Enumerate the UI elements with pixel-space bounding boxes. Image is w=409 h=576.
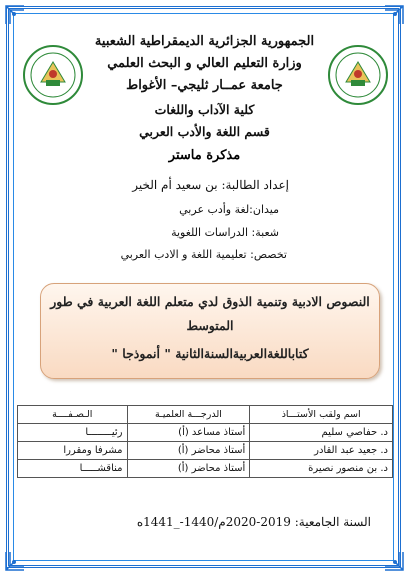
member-rank: أستاذ محاضر (أ) <box>127 460 250 478</box>
member-rank: أستاذ محاضر (أ) <box>127 442 250 460</box>
member-name: د. جعيد عبد القادر <box>250 442 393 460</box>
thesis-title-line1: النصوص الادبية وتنمية الذوق لدي متعلم اللغة العربية في طور <box>50 294 370 309</box>
corner-ornament-icon <box>383 550 405 572</box>
corner-ornament-icon <box>383 4 405 26</box>
university-emblem-icon <box>327 44 389 106</box>
member-rank: أستاذ مساعد (أ) <box>127 424 250 442</box>
corner-ornament-icon <box>4 550 26 572</box>
table-row <box>18 424 393 442</box>
column-header-rank: الدرجـــة العلميـة <box>127 406 250 424</box>
faculty-name: كلية الآداب واللغات <box>154 102 255 117</box>
column-header-role: الـصـفــــة <box>18 406 128 424</box>
committee-table <box>17 405 393 478</box>
thesis-title-box <box>40 283 380 379</box>
member-name: د. بن منصور نصيرة <box>250 460 393 478</box>
branch: شعبة: الدراسات اللغوية <box>171 226 279 239</box>
thesis-title-line2: المتوسط <box>186 318 234 333</box>
thesis-title-line3: كتاباللغةالعربيةالسنةالثانية " أنموذجا " <box>111 346 309 361</box>
academic-year: السنة الجامعية: 2019-2020م/1440-_1441ه <box>136 515 371 529</box>
republic-name: الجمهورية الجزائرية الديمقراطية الشعبية <box>94 34 315 49</box>
table-row <box>18 442 393 460</box>
university-emblem-icon <box>22 44 84 106</box>
university-name: جامعة عمــار ثليجي– الأغواط <box>126 78 283 93</box>
column-header-name: اسم ولقب الأستـــاذ <box>250 406 393 424</box>
table-row <box>18 460 393 478</box>
table-header-row <box>18 406 393 424</box>
member-name: د. حفاصي سليم <box>250 424 393 442</box>
prepared-by: إعداد الطالبة: بن سعيد أم الخير <box>132 178 289 192</box>
memo-title: مذكرة ماستر <box>168 148 241 163</box>
corner-ornament-icon <box>4 4 26 26</box>
member-role: مناقشـــــا <box>18 460 128 478</box>
specialty: تخصص: تعليمية اللغة و الادب العربي <box>120 248 287 261</box>
ministry-name: وزارة التعليم العالي و البحث العلمي <box>107 56 302 71</box>
field: ميدان:لغة وأدب عربي <box>179 203 279 216</box>
member-role: رئيــــــــا <box>18 424 128 442</box>
member-role: مشرفا ومقررا <box>18 442 128 460</box>
department-name: قسم اللغة والأدب العربي <box>139 124 270 139</box>
